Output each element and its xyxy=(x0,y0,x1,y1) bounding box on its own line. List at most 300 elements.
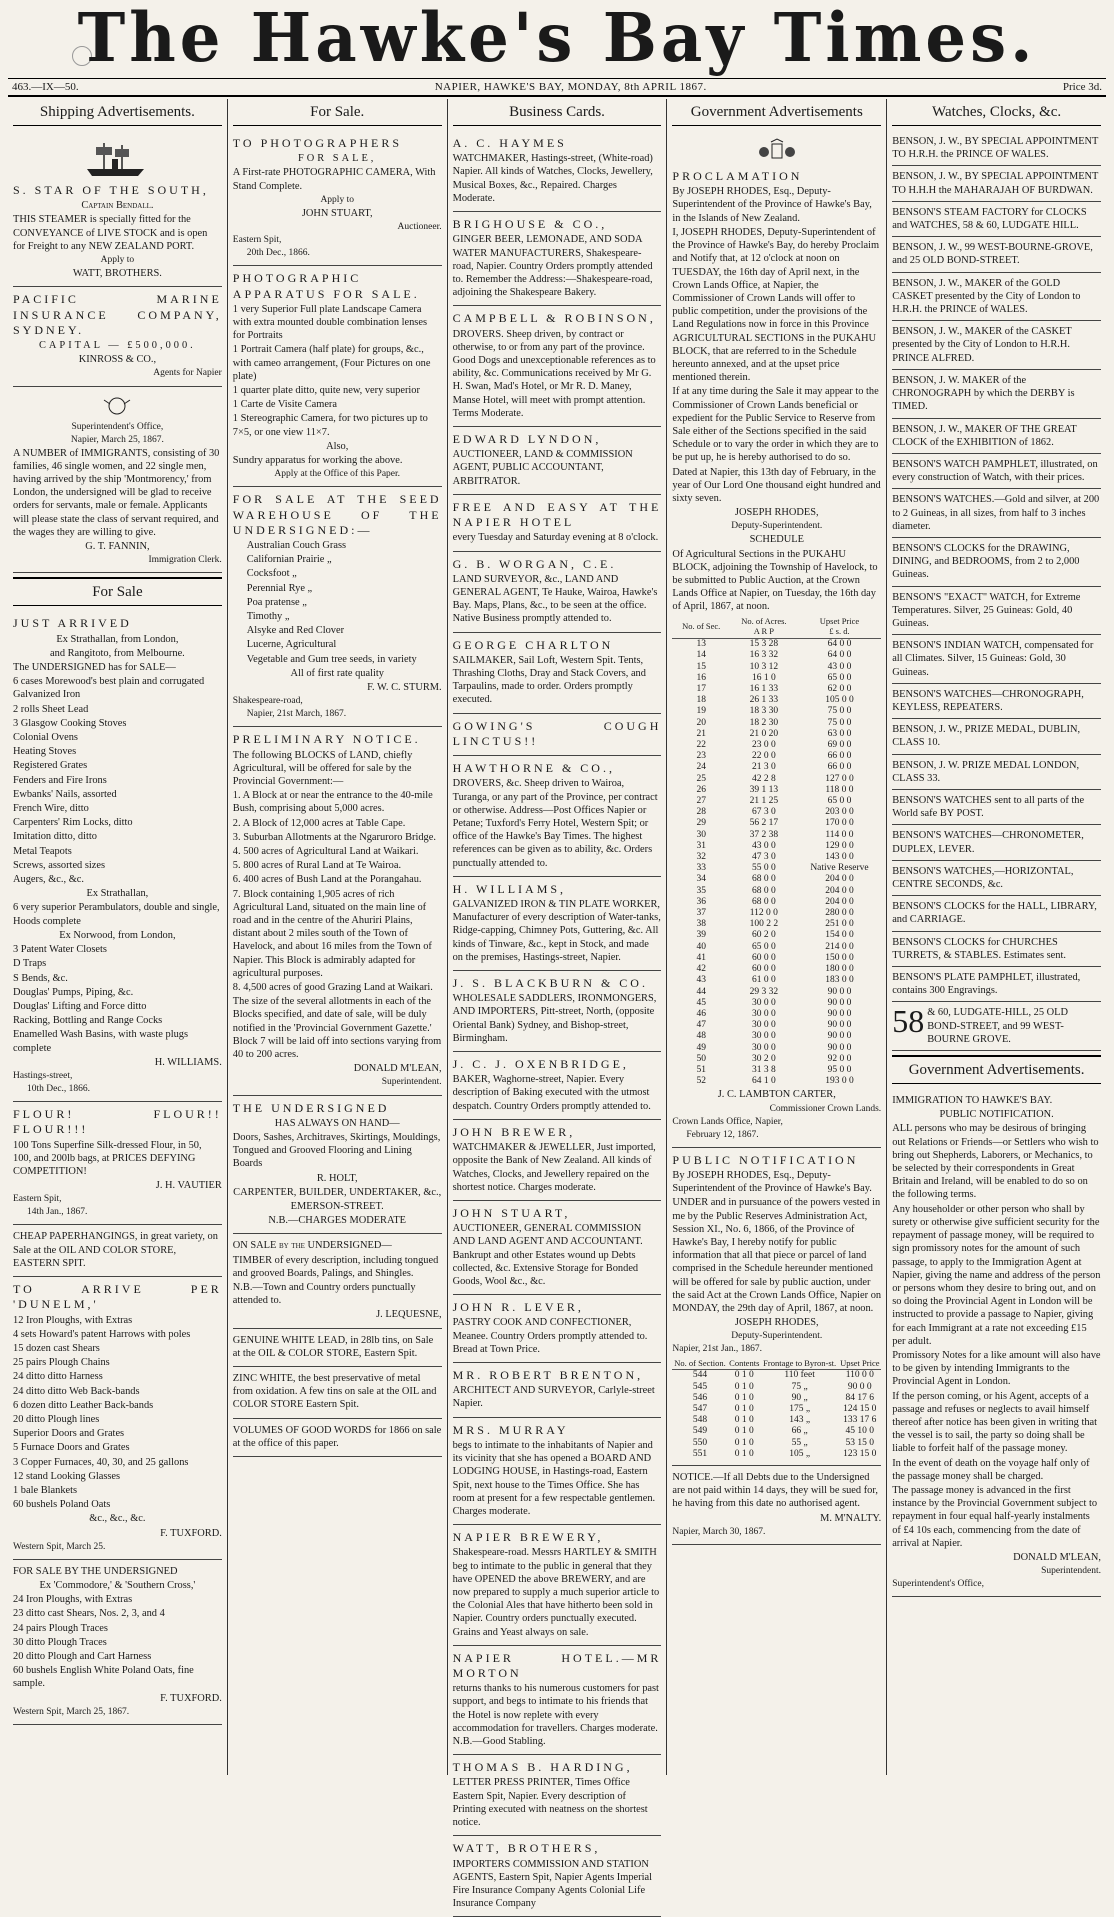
table-cell: 90 „ xyxy=(791,1392,808,1403)
paragraph: The passage money is advanced in the first instance by the Provincial Government subject to repayment in four equal half-yearly instalments of £4 10s each, commencing from the date of arrival at Napier. xyxy=(892,1484,1098,1549)
signature: H. WILLIAMS. xyxy=(154,1056,222,1068)
table-row xyxy=(672,706,881,717)
table-row xyxy=(672,987,881,998)
card-body: WATCHMAKER, Hastings-street, (White-road) Napier. All kinds of Watches, Clocks, Jewellery, Musical Boxes, &c., Repaired. Charges Moderate. xyxy=(452,153,653,204)
benson-ad-text: BENSON'S CLOCKS for the HALL, LIBRARY, and CARRIAGE. xyxy=(892,901,1097,926)
table-cell: 19 xyxy=(696,706,706,717)
list-item: 1 quarter plate ditto, quite new, very superior xyxy=(232,385,420,397)
ad-body: A First-rate PHOTOGRAPHIC CAMERA, With Stand Complete. xyxy=(232,167,436,192)
list-item: 24 Iron Ploughs, with Extras xyxy=(13,1594,133,1606)
benson-ad-text: BENSON, J. W. MAKER of the CHRONOGRAPH by which the DERBY is TIMED. xyxy=(892,374,1075,413)
list-item: Californian Prairie „ xyxy=(246,554,332,566)
ad-body: the best preservative of metal from oxidation. A few tins on sale at the OIL and COLOR STORE Eastern Spit. xyxy=(232,1373,437,1411)
card-body: DROVERS. Sheep driven, by contract or otherwise, to or from any part of the province. Good Dogs and unexceptionable references as to ability, &c. Communications received by Mr G. H. Swan, Mad's Hotel, or Mr R. D. Maney, Manse Hotel, will meet with prompt attention. Terms Moderate. xyxy=(452,328,656,419)
table-cell: 47 xyxy=(696,1020,706,1031)
paragraph: Promissory Notes for a like amount will also have to be given by intending Immigrants to the Provincial Agent in London. xyxy=(892,1349,1101,1388)
dateline-bar xyxy=(8,78,1106,97)
business-card xyxy=(453,1836,662,1917)
card-title: G. B. WORGAN, C.E. xyxy=(452,556,617,571)
ad-sub: PUBLIC NOTIFICATION. xyxy=(939,1109,1054,1121)
table-header: No. of Acres. A R P xyxy=(730,615,798,639)
table-cell: 55 „ xyxy=(791,1437,808,1448)
table-cell: 68 0 0 xyxy=(751,885,776,896)
ship-icon xyxy=(82,139,152,179)
table-cell: 15 3 28 xyxy=(749,639,779,650)
table-cell: 44 xyxy=(696,986,706,997)
table-row xyxy=(672,1415,881,1426)
table-cell: 150 0 0 xyxy=(825,952,854,963)
name: R. HOLT, xyxy=(316,1172,358,1184)
ad-photographers xyxy=(233,131,442,266)
list-item: S Bends, &c. xyxy=(13,972,68,984)
ad-notice xyxy=(672,1466,881,1545)
date: 10th Dec., 1866. xyxy=(27,1083,91,1094)
business-card xyxy=(453,1052,662,1120)
table-cell: 65 0 0 xyxy=(751,941,776,952)
list-item: 7. Block containing 1,905 acres of rich Agricultural Land, situated on the main line of road and in the centre of the Ahuriri Plains, distant about 2 miles south of the Town of Havelock, and about 16 miles from the Town of Napier. This Block is admirably adapted for agricultural purposes. xyxy=(232,888,432,979)
table-row xyxy=(672,830,881,841)
signature-sub: Superintendent. xyxy=(381,1077,442,1088)
card-body: WHOLESALE SADDLERS, IRONMONGERS, AND IMPORTERS, Pitt-street, North, (opposite Oriental Bank) Sydney, and Bishop-street, Birmingham. xyxy=(452,993,657,1044)
benson-ad-text: BENSON, J. W., PRIZE MEDAL, DUBLIN, CLASS 10. xyxy=(892,724,1081,749)
place: Eastern Spit, xyxy=(232,235,282,246)
agent-name: WATT, BROTHERS. xyxy=(72,268,162,280)
card-title: EDWARD LYNDON, xyxy=(452,432,602,446)
table-cell: 43 xyxy=(696,975,706,986)
by-line: By JOSEPH RHODES, Esq., Deputy-Superintendent of the Province of Hawke's Bay, in the Islands of New Zealand. xyxy=(672,186,872,224)
office: Superintendent's Office, xyxy=(892,1579,984,1590)
table-row xyxy=(672,673,881,684)
list-item: French Wire, ditto xyxy=(13,803,89,815)
card-body: Shakespeare-road. Messrs HARTLEY & SMITH beg to intimate to the public in general that they have OPENED the above BREWERY, and are now prepared to supply a much superior article to the Colonial Ales that have hitherto been sold in Napier. Country orders punctually executed. Grains and Yeast always on sale. xyxy=(452,1547,660,1638)
table-cell: 35 xyxy=(696,885,706,896)
table-cell: 21 1 25 xyxy=(749,796,779,807)
table-cell: 183 0 0 xyxy=(825,975,854,986)
ad-title: PRELIMINARY NOTICE. xyxy=(232,732,421,747)
card-body: AUCTIONEER, LAND & COMMISSION AGENT, PUBLIC ACCOUNTANT, ARBITRATOR. xyxy=(452,449,633,487)
outro: The size of the several allotments in each of the Blocks specified, and date of sale, will be duly notified in the 'Provincial Government Gazette.' Block 7 will be laid off into sections varying from 40 to 200 acres. xyxy=(232,996,442,1061)
place: Eastern Spit, xyxy=(13,1194,62,1205)
list-item: 15 dozen cast Shears xyxy=(13,1342,100,1354)
table-cell: 68 0 0 xyxy=(751,874,776,885)
card-title: HAWTHORNE & CO., xyxy=(452,761,615,776)
table-cell: 48 xyxy=(696,1031,706,1042)
table-cell: 180 0 0 xyxy=(825,964,854,975)
table-row xyxy=(672,684,881,695)
list-item: 3 Patent Water Closets xyxy=(13,944,107,956)
list-item: 3 Copper Furnaces, 40, 30, and 25 gallons xyxy=(13,1456,189,1468)
table-cell: 544 xyxy=(692,1370,708,1381)
list-item: Enamelled Wash Basins, with waste plugs complete xyxy=(13,1029,189,1054)
list-item: Superior Doors and Grates xyxy=(13,1428,125,1440)
table-cell: 193 0 0 xyxy=(825,1076,854,1087)
card-title: JOHN R. LEVER, xyxy=(452,1300,584,1315)
ad-sub: FOR SALE, xyxy=(298,153,377,165)
card-body: SAILMAKER, Sail Loft, Western Spit. Tents, Thrashing Cloths, Dray and Stack Covers, and Tarpaulins, made to order. Orders promptly executed. xyxy=(452,654,646,706)
table-cell: 64 0 0 xyxy=(827,639,852,650)
table-cell: 22 xyxy=(696,740,706,751)
table-cell: 69 0 0 xyxy=(827,740,852,751)
signature: DONALD M'LEAN, xyxy=(353,1063,442,1075)
signature: JOSEPH RHODES, xyxy=(734,507,819,519)
table-header: No. of Section. xyxy=(672,1357,727,1370)
table-cell: 549 xyxy=(692,1426,708,1437)
table-cell: 204 0 0 xyxy=(825,885,854,896)
card-body: PASTRY COOK AND CONFECTIONER, Meanee. Country Orders promptly attended to. Bread at Town Price. xyxy=(452,1317,648,1355)
table-cell: 280 0 0 xyxy=(825,908,854,919)
ad-title: S. STAR OF THE SOUTH, xyxy=(13,183,209,198)
table-cell: 45 10 0 xyxy=(845,1426,875,1437)
table-row xyxy=(672,650,881,661)
table-row xyxy=(672,897,881,908)
benson-ad-text: BENSON'S WATCHES—CHRONOGRAPH, KEYLESS, REPEATERS. xyxy=(892,688,1084,713)
table-cell: 0 1 0 xyxy=(734,1403,754,1414)
table-row xyxy=(672,841,881,852)
card-title: BRIGHOUSE & CO., xyxy=(452,217,608,232)
list-item: 8. 4,500 acres of good Grazing Land at Waikari. xyxy=(232,982,433,994)
table-cell: 41 xyxy=(696,952,706,963)
table-cell: 66 0 0 xyxy=(827,751,852,762)
item-list xyxy=(13,675,222,886)
table-cell: 550 xyxy=(692,1437,708,1448)
benson-ad xyxy=(892,587,1101,636)
benson-ad-text: BENSON, J. W. PRIZE MEDAL LONDON, CLASS 33. xyxy=(892,759,1080,784)
schedule-intro: Of Agricultural Sections in the PUKAHU BLOCK, adjoining the Township of Havelock, to be submitted to Public Auction, at the Crown Lands Office at Napier, on Tuesday, the 16th day of April, 1867, at noon. xyxy=(672,548,878,613)
apply-to: Apply to xyxy=(100,255,135,266)
ad-title: FOR SALE AT THE SEED WAREHOUSE OF THE UNDERSIGNED:— xyxy=(232,492,442,537)
benson-ad xyxy=(892,684,1101,719)
list-item: Carpenters' Rim Locks, ditto xyxy=(13,817,133,829)
table-cell: 16 1 0 xyxy=(751,672,776,683)
list-item: 1 very Superior Full plate Landscape Camera with extra mounted double combination lenses for Portraits xyxy=(232,303,428,342)
table-header: Contents xyxy=(728,1357,761,1370)
table-cell: 203 0 0 xyxy=(825,807,854,818)
column-heading: Watches, Clocks, &c. xyxy=(892,99,1101,126)
list-item: 1 Stereographic Camera, for two pictures up to 7×5, or one view 11×7. xyxy=(232,413,428,438)
columns xyxy=(8,99,1106,1910)
table-cell: 29 xyxy=(696,818,706,829)
agent-sub: Auctioneer. xyxy=(397,222,442,233)
table-cell: 27 xyxy=(696,796,706,807)
list-item: 23 ditto cast Shears, Nos. 2, 3, and 4 xyxy=(13,1608,165,1620)
table-cell: 0 1 0 xyxy=(734,1392,754,1403)
table-cell: 90 0 0 xyxy=(847,1381,872,1392)
etc: &c., &c., &c. xyxy=(89,1513,146,1525)
table-row xyxy=(672,886,881,897)
card-body: GINGER BEER, LEMONADE, AND SODA WATER MANUFACTURERS, Shakespeare-road, Napier. Country Orders promptly attended to. Remember the Address:—Shakespeare-road, adjoining the Shakespeare Bakery. xyxy=(452,234,653,299)
table-cell: 45 xyxy=(696,997,706,1008)
list-item: Augers, &c., &c. xyxy=(13,874,84,886)
table-cell: 21 0 20 xyxy=(749,728,779,739)
benson-ad-text: BENSON'S "EXACT" WATCH, for Extreme Temperatures. Silver, 25 Guineas: Gold, 40 Guineas. xyxy=(892,591,1081,629)
table-cell: 66 „ xyxy=(791,1426,808,1437)
ad-immigrants xyxy=(13,387,222,574)
column-government xyxy=(667,99,887,1775)
list-item: Imitation ditto, ditto xyxy=(13,831,97,843)
office: Superintendent's Office, xyxy=(71,421,164,432)
benson-ad xyxy=(892,932,1101,967)
ad-title: CHEAP PAPERHANGINGS, xyxy=(13,1231,138,1243)
table-cell: 548 xyxy=(692,1415,708,1426)
card-title: H. WILLIAMS, xyxy=(452,881,567,896)
from-line: Ex Strathallan, from London, xyxy=(56,633,179,645)
table-cell: 124 15 0 xyxy=(843,1403,877,1414)
table-cell: 46 xyxy=(696,1008,706,1019)
card-title: MR. ROBERT BRENTON, xyxy=(452,1368,644,1383)
table-row xyxy=(672,785,881,796)
table-cell: 546 xyxy=(692,1392,708,1403)
office: Crown Lands Office, Napier, xyxy=(672,1116,783,1127)
table-cell: 39 xyxy=(696,930,706,941)
list-item: 20 ditto Plough and Cart Harness xyxy=(13,1651,152,1663)
list-item: 6. 400 acres of Bush Land at the Porangahau. xyxy=(232,874,422,886)
volume-number: 463.—IX—50. xyxy=(12,81,79,93)
table-row xyxy=(672,695,881,706)
benson-ad-text: BENSON'S INDIAN WATCH, compensated for all Climates. Silver, 15 Guineas: Gold, 30 Guineas. xyxy=(892,640,1094,678)
table-cell: 175 „ xyxy=(789,1403,811,1414)
card-title: J. S. BLACKBURN & CO. xyxy=(452,975,648,990)
list-item: 3 Glasgow Cooking Stoves xyxy=(13,717,127,729)
item-list xyxy=(13,1314,222,1512)
ad-photographic-apparatus xyxy=(233,266,442,487)
table-cell: 31 xyxy=(696,840,706,851)
paragraph: Any householder or other person who shall by surety or otherwise give sufficient security for the repayment of passage money, will be required to sign promissory notes for the amount of such passage, to apply to the Immigration Agent at Napier, giving the name and address of the person or persons whom they desire to bring out, and on so doing the Provincial Agent in London will be instructed to provide a passage to Napier, giving for each Immigrant at a rate not exceeding £15 per adult. xyxy=(892,1203,1101,1347)
signature: F. W. C. STURM. xyxy=(367,682,442,694)
item-list xyxy=(233,303,442,439)
price: Price 3d. xyxy=(1062,81,1102,93)
table-row xyxy=(672,964,881,975)
ad-body: 100 Tons Superfine Silk-dressed Flour, in 50, 100, and 200lb bags, at PRICES DEFYING COMPETITION! xyxy=(13,1139,202,1177)
table-cell: 105 „ xyxy=(789,1448,811,1459)
ad-just-arrived xyxy=(13,611,222,1102)
table-cell: 90 0 0 xyxy=(827,1020,852,1031)
table-row xyxy=(672,1020,881,1031)
business-card xyxy=(453,212,662,306)
table-cell: 30 0 0 xyxy=(751,997,776,1008)
table-row xyxy=(672,908,881,919)
agent-name: KINROSS & CO., xyxy=(78,354,157,366)
dateline: NAPIER, HAWKE'S BAY, MONDAY, 8th APRIL 1867. xyxy=(434,81,707,93)
table-cell: 30 0 0 xyxy=(751,1031,776,1042)
column-watches xyxy=(887,99,1106,1775)
list-item: Fenders and Fire Irons xyxy=(13,774,107,786)
table-cell: 30 0 0 xyxy=(751,1020,776,1031)
ad-lequesne xyxy=(233,1234,442,1328)
table-cell: 20 xyxy=(696,717,706,728)
table-cell: 42 2 8 xyxy=(751,773,776,784)
list-item: 60 bushels English White Poland Oats, fine sample. xyxy=(13,1665,194,1690)
by-line: By JOSEPH RHODES, Esq., Deputy-Superintendent of the Province of Hawke's Bay. xyxy=(672,1169,872,1195)
table-cell: 127 0 0 xyxy=(825,773,854,784)
card-title: FREE AND EASY AT THE NAPIER HOTEL xyxy=(452,499,662,530)
list-item: 2 rolls Sheet Lead xyxy=(13,703,89,715)
list-item: 12 Iron Ploughs, with Extras xyxy=(13,1314,133,1326)
table-row xyxy=(672,930,881,941)
ad-proclamation xyxy=(672,131,881,1148)
table-cell: 17 xyxy=(696,684,706,695)
table-row xyxy=(672,1449,881,1460)
table-cell: 95 0 0 xyxy=(827,1064,852,1075)
table-cell: 64 0 0 xyxy=(827,650,852,661)
card-title: J. C. J. OXENBRIDGE, xyxy=(452,1057,629,1072)
table-row xyxy=(672,751,881,762)
table-cell: 90 0 0 xyxy=(827,997,852,1008)
table-cell: 14 xyxy=(696,650,706,661)
list-item: Timothy „ xyxy=(246,611,290,623)
signature: G. T. FANNIN, xyxy=(85,541,150,553)
ad-body: & 60, LUDGATE-HILL, 25 OLD BOND-STREET, and 99 WEST-BOURNE GROVE. xyxy=(927,1007,1069,1045)
table-cell: 30 0 0 xyxy=(751,1008,776,1019)
captain: Captain Bendall. xyxy=(81,200,154,212)
apply-at: Apply at the Office of this Paper. xyxy=(274,469,401,480)
table-cell: 114 0 0 xyxy=(825,829,854,840)
place: EMERSON-STREET. xyxy=(290,1201,384,1212)
intro: The following BLOCKS of LAND, chiefly Agricultural, will be offered for sale by the Provincial Government:— xyxy=(232,749,413,788)
table-row xyxy=(672,852,881,863)
table-cell: 129 0 0 xyxy=(825,840,854,851)
table-cell: 26 1 33 xyxy=(749,695,779,706)
ad-ludgate xyxy=(892,1002,1101,1051)
table-row xyxy=(672,807,881,818)
masthead xyxy=(8,0,1106,78)
table-cell: 52 xyxy=(696,1076,706,1087)
card-body: BAKER, Waghorne-street, Napier. Every description of Baking executed with the utmost despatch. Country Orders promptly attended to. xyxy=(452,1074,651,1112)
paragraph: In the event of death on the voyage half only of the passage money shall be charged. xyxy=(892,1457,1090,1482)
table-cell: 90 0 0 xyxy=(827,1042,852,1053)
list-item: Registered Grates xyxy=(13,760,88,772)
column-heading: For Sale. xyxy=(233,99,442,126)
table-row xyxy=(672,1009,881,1020)
list-item: 3. Suburban Allotments at the Ngaruroro Bridge. xyxy=(232,831,436,843)
table-row xyxy=(672,1382,881,1393)
ad-holt xyxy=(233,1096,442,1235)
ad-body: A NUMBER of IMMIGRANTS, consisting of 30 families, 46 single women, and 22 single men, having arrived by the ship 'Montmorency,' from London, the undersigned will be glad to receive orders for servants, male or female. Applicants will please state the class of servant required, and the wages they are willing to give. xyxy=(13,447,220,538)
table-cell: 75 0 0 xyxy=(827,717,852,728)
list-item: Australian Couch Grass xyxy=(246,540,347,552)
list-item: 5 Furnace Doors and Grates xyxy=(13,1442,130,1454)
quality: All of first rate quality xyxy=(290,667,384,679)
table-row xyxy=(672,718,881,729)
table-cell: 133 17 6 xyxy=(843,1415,877,1426)
ad-title: PHOTOGRAPHIC APPARATUS FOR SALE. xyxy=(232,271,420,301)
table-cell: 55 0 0 xyxy=(751,863,776,874)
table-cell: 63 0 0 xyxy=(827,728,852,739)
list-item: 60 bushels Poland Oats xyxy=(13,1499,111,1511)
table-cell: 26 xyxy=(696,784,706,795)
table-cell: 36 xyxy=(696,896,706,907)
ad-title: FOR SALE BY THE UNDERSIGNED xyxy=(13,1565,178,1577)
table-cell: 39 1 13 xyxy=(749,784,779,795)
intro: The UNDERSIGNED has for SALE— xyxy=(13,662,176,674)
column-heading: Shipping Advertisements. xyxy=(13,99,222,126)
signature: F. TUXFORD. xyxy=(160,1527,222,1539)
list-item: 4. 500 acres of Agricultural Land at Waikari. xyxy=(232,846,419,858)
benson-ad-text: BENSON'S PLATE PAMPHLET, illustrated, contains 300 Engravings. xyxy=(892,972,1081,997)
benson-ad xyxy=(892,273,1101,322)
table-row xyxy=(672,975,881,986)
newspaper-title: The Hawke's Bay Times. xyxy=(77,0,1037,78)
ad-body: THIS STEAMER is specially fitted for the CONVEYANCE of LIVE STOCK and is open for Freight to any NEW ZEALAND PORT. xyxy=(13,214,208,252)
ad-flour xyxy=(13,1102,222,1225)
card-title: WATT, BROTHERS, xyxy=(452,1841,601,1856)
date: February 12, 1867. xyxy=(686,1129,759,1140)
table-cell: 49 xyxy=(696,1042,706,1053)
ad-body: —If all Debts due to the Undersigned are not paid within 14 days, they will be sued for, he having from this date no authorised agent. xyxy=(672,1471,879,1510)
benson-ad xyxy=(892,237,1101,272)
benson-ad-text: BENSON'S WATCHES sent to all parts of the World safe BY POST. xyxy=(892,794,1085,820)
table-cell: 10 3 12 xyxy=(749,661,779,672)
table-cell: 105 0 0 xyxy=(825,695,854,706)
business-card xyxy=(453,1201,662,1295)
ad-title: ON SALE by the UNDERSIGNED— xyxy=(232,1240,392,1252)
trade: CARPENTER, BUILDER, UNDERTAKER, &c., xyxy=(233,1186,442,1198)
table-row xyxy=(672,874,881,885)
note: N.B.—Town and Country orders punctually attended to. xyxy=(232,1282,416,1307)
section-heading: Government Advertisements. xyxy=(892,1055,1101,1084)
table-cell: 56 2 17 xyxy=(749,818,779,829)
list-item: 4 sets Howard's patent Harrows with poles xyxy=(13,1328,191,1340)
table-cell: 68 0 0 xyxy=(751,896,776,907)
card-body: GALVANIZED IRON & TIN PLATE WORKER, Manufacturer of every description of Water-tanks, Ridge-capping, Chimney Pots, Guttering, &c. All kinds of Tinware, &c., kept in Stock, and made on the premises, Hastings-street, Napier. xyxy=(452,898,661,963)
table-cell: 204 0 0 xyxy=(825,896,854,907)
business-card xyxy=(453,552,662,633)
table-cell: 24 xyxy=(696,762,706,773)
apply-to: Apply to xyxy=(320,194,354,205)
table-cell: 84 17 6 xyxy=(845,1392,875,1403)
dated: Dated at Napier, this 13th day of February, in the year of Our Lord One thousand eight hundred and sixty seven. xyxy=(672,466,881,504)
table-cell: 60 0 0 xyxy=(751,952,776,963)
ad-title: IMMIGRATION TO HAWKE'S BAY. xyxy=(892,1095,1053,1107)
signature: F. TUXFORD. xyxy=(160,1692,222,1704)
card-title: JOHN STUART, xyxy=(452,1205,571,1220)
table-row xyxy=(672,662,881,673)
ad-title: GENUINE WHITE LEAD, xyxy=(232,1334,348,1346)
benson-ad-text: BENSON'S CLOCKS for CHURCHES TURRETS, & STABLES. Estimates sent. xyxy=(892,936,1066,961)
table-cell: 18 xyxy=(696,695,706,706)
list-item: 24 pairs Plough Traces xyxy=(13,1622,108,1634)
ad-body: UNDER and in pursuance of the powers vested in me by the Public Reserves Administration Act, Session XI., No. 6, 1866, of the Province of Hawke's Bay, I hereby notify for public information that all that piece or parcel of land comprised in the Schedule hereunder mentioned will be offered for sale by public auction, under the said Act at the Crown Lands Office, Napier on MONDAY, the 29th day of April, 1867, at noon. xyxy=(672,1197,882,1314)
ad-seed-warehouse xyxy=(233,487,442,727)
ad-paperhangings xyxy=(13,1225,222,1277)
table-header: Upset Price xyxy=(838,1357,881,1370)
benson-ad-text: BENSON, J. W., MAKER of the GOLD CASKET presented by the City of London to H.R.H. the PRINCE of WALES. xyxy=(892,277,1081,316)
table-cell: 110 0 0 xyxy=(845,1370,874,1381)
signature-sub: Deputy-Superintendent. xyxy=(731,521,823,532)
table-cell: 65 0 0 xyxy=(827,796,852,807)
signature: J. H. VAUTIER xyxy=(155,1180,222,1192)
item-list xyxy=(233,789,442,994)
table-cell: 43 0 0 xyxy=(827,661,852,672)
signature: JOSEPH RHODES, xyxy=(734,1317,819,1329)
date: Napier, March 25, 1867. xyxy=(70,434,164,445)
ad-title: VOLUMES OF GOOD WORDS xyxy=(232,1424,372,1436)
table-cell: 47 3 0 xyxy=(751,852,776,863)
benson-ad xyxy=(892,790,1101,825)
table-cell: 170 0 0 xyxy=(825,818,854,829)
table-cell: 61 0 0 xyxy=(751,975,776,986)
drop-number: 58 xyxy=(892,1003,925,1040)
business-card xyxy=(453,714,662,756)
from-line: and Rangitoto, from Melbourne. xyxy=(50,647,185,659)
table-cell: 0 1 0 xyxy=(734,1437,754,1448)
benson-ad xyxy=(892,166,1101,201)
table-row xyxy=(672,1370,881,1382)
table-cell: 545 xyxy=(692,1381,708,1392)
table-cell: 40 xyxy=(696,941,706,952)
table-cell: 50 xyxy=(696,1053,706,1064)
card-body: DROVERS, &c. Sheep driven to Wairoa, Turanga, or any part of the Province, per contract or otherwise. Address—Post Offices Napier or Petane; Tuxford's Ferry Hotel, Western Spit; or office of the Hawke's Bay Times. The highest references can be given as to ability, &c. Orders punctually attended to. xyxy=(452,778,658,869)
note: N.B.—CHARGES MODERATE xyxy=(268,1215,407,1227)
